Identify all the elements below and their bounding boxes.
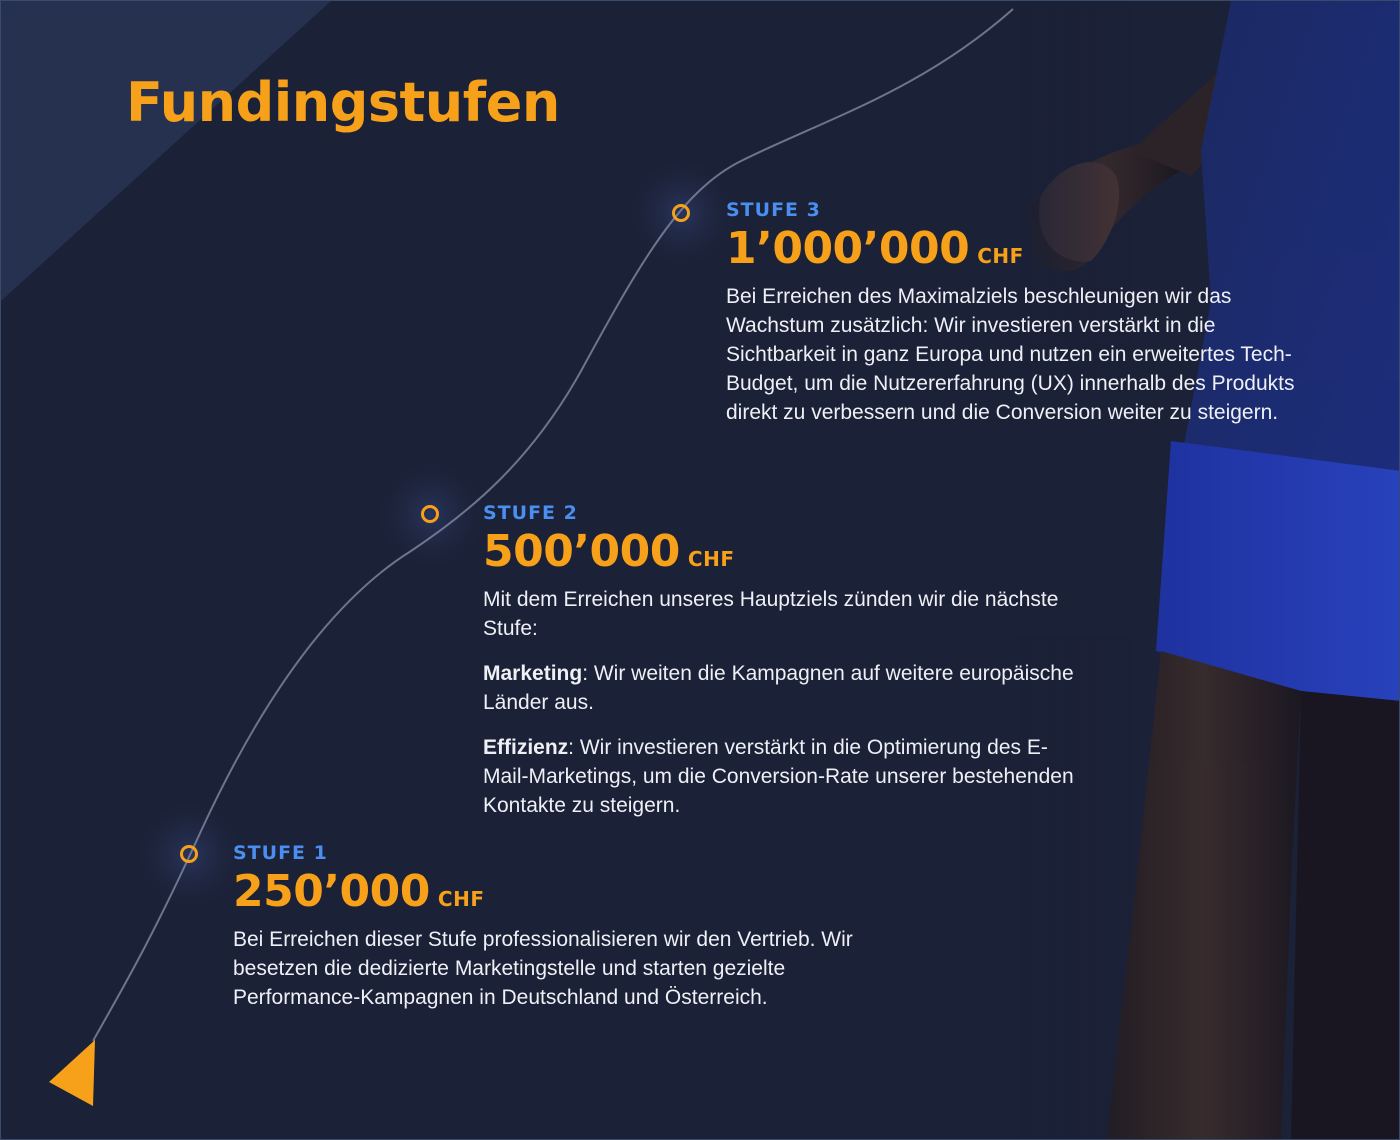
item-term: Effizienz <box>483 736 569 759</box>
description-item <box>483 659 1083 717</box>
stage-amount <box>483 526 1083 577</box>
stage-description <box>726 282 1311 427</box>
amount-currency: CHF <box>437 887 485 911</box>
stage-2 <box>483 502 1083 836</box>
amount-value: 500’000 <box>483 526 680 577</box>
stage-description <box>233 925 873 1012</box>
description-intro: Mit dem Erreichen unseres Hauptziels zünden wir die nächste Stufe: <box>483 588 1059 640</box>
circle-icon <box>421 505 439 523</box>
stage-amount <box>233 866 873 917</box>
stage-1 <box>233 842 873 1028</box>
amount-currency: CHF <box>687 547 735 571</box>
stage-label: STUFE 3 <box>726 199 821 221</box>
amount-value: 1’000’000 <box>726 223 970 274</box>
circle-icon <box>180 845 198 863</box>
stage-amount <box>726 223 1311 274</box>
description-item <box>483 733 1083 820</box>
navigation-arrow-icon <box>49 1040 95 1106</box>
item-term: Marketing <box>483 662 583 685</box>
description-text: Bei Erreichen dieser Stufe professionalisieren wir den Vertrieb. Wir besetzen die dedizierte Marketingstelle und starten gezielte Performance-Kampagnen in Deutschland und Österreich. <box>233 928 853 1009</box>
stage-description <box>483 585 1083 820</box>
circle-icon <box>672 204 690 222</box>
stage-label: STUFE 2 <box>483 502 578 524</box>
item-text: : Wir weiten die Kampagnen auf weitere europäische Länder aus. <box>483 662 1074 714</box>
description-text: Bei Erreichen des Maximalziels beschleunigen wir das Wachstum zusätzlich: Wir investieren verstärkt in die Sichtbarkeit in ganz Europa und nutzen ein erweitertes Tech-Budget, um die Nutzererfahrung (UX) innerhalb des Produkts direkt zu verbessern und die Conversion weiter zu steigern. <box>726 285 1295 424</box>
stage-3 <box>726 199 1311 443</box>
corner-panel <box>1 1 331 301</box>
page-title: Fundingstufen <box>126 71 560 134</box>
item-text: : Wir investieren verstärkt in die Optimierung des E-Mail-Marketings, um die Conversion-Rate unserer bestehenden Kontakte zu steigern. <box>483 736 1074 817</box>
amount-value: 250’000 <box>233 866 430 917</box>
stage-label: STUFE 1 <box>233 842 328 864</box>
amount-currency: CHF <box>977 244 1024 268</box>
